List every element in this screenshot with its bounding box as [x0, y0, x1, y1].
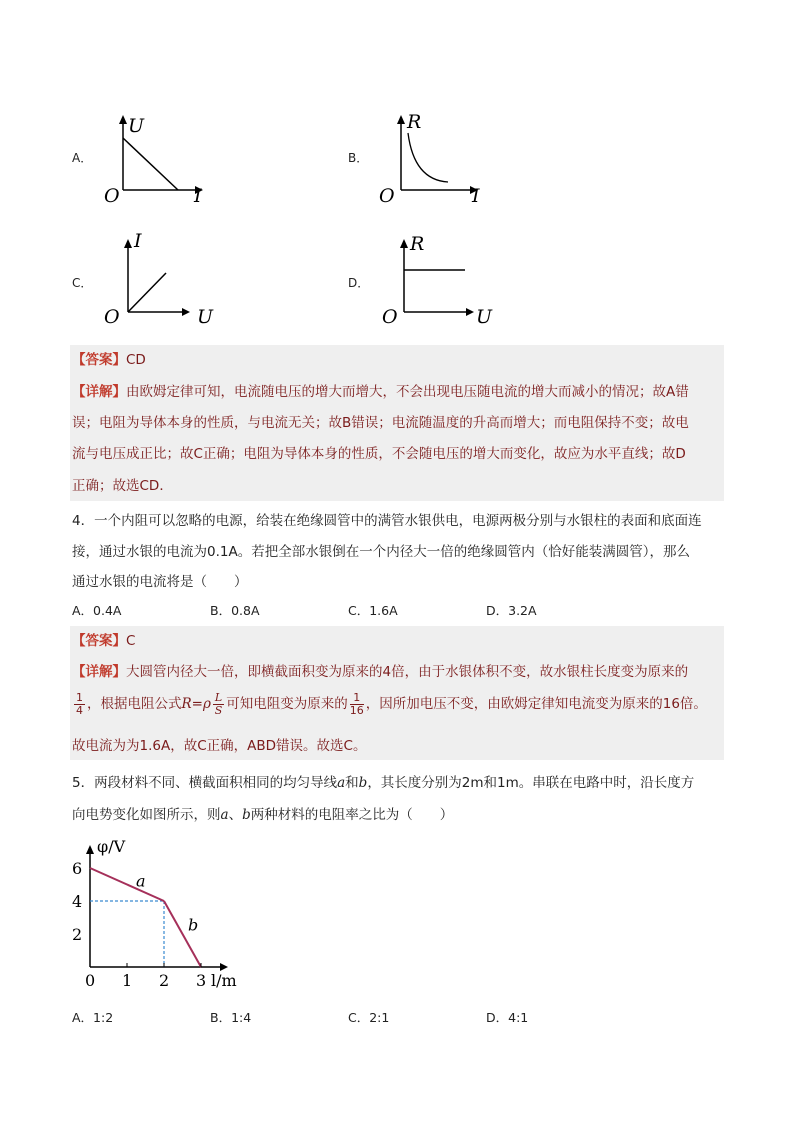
x-label: I	[194, 185, 202, 207]
y-tick-label: 2	[72, 925, 83, 944]
y-arrow	[119, 115, 127, 124]
formula-eq: =	[191, 696, 203, 712]
detail-line-2: 误；电阻为导体本身的性质，与电流无关；故B错误；电流随温度的升高而增大；而电阻保持不变；故电	[72, 415, 689, 431]
detail-text: ，因所加电压不变，由欧姆定律知电流变为原来的16倍。	[365, 696, 707, 712]
graph-d	[380, 228, 500, 333]
answer-value: C	[126, 633, 136, 649]
q5-text: ，其长度分别为2m和1m。串联在电路中时，沿长度方	[367, 775, 695, 791]
y-label: R	[410, 233, 425, 255]
y-arrow	[86, 845, 94, 854]
x-label: U	[197, 306, 214, 328]
q5-option-b: B．1:4	[210, 1010, 252, 1025]
numerator: 1	[76, 690, 83, 704]
series-a-line	[90, 868, 164, 901]
detail-line-2	[72, 688, 707, 720]
detail-tag: 【详解】	[72, 384, 126, 400]
option-d-label: D．	[348, 276, 370, 290]
detail-line-3: 故电流为为1.6A，故C正确，ABD错误。故选C。	[72, 738, 367, 754]
origin-label: O	[379, 185, 395, 207]
numerator: L	[214, 690, 223, 704]
fraction-1-16	[350, 692, 364, 717]
q5-text: 向电势变化如图所示，则	[72, 807, 221, 823]
x-arrow	[220, 963, 228, 971]
q5-option-c: C．2:1	[348, 1010, 390, 1025]
q4-option-b: B．0.8A	[210, 603, 260, 618]
y-tick-label: 6	[72, 859, 83, 878]
x-arrow	[182, 308, 190, 316]
curve	[128, 273, 166, 312]
detail-line-1	[72, 382, 689, 402]
q4-line-2: 接，通过水银的电流为0.1A。若把全部水银倒在一个内径大一倍的绝缘圆管内（恰好能装满圆管），那么	[72, 544, 690, 560]
answer-value: CD	[126, 352, 146, 368]
q5-option-a: A．1:2	[72, 1010, 114, 1025]
denominator: S	[214, 703, 223, 717]
x-axis-label: l/m	[211, 971, 237, 990]
y-arrow	[124, 239, 132, 248]
q5-text: 、	[228, 807, 243, 823]
x-label: U	[476, 306, 493, 328]
option-a-label: A．	[72, 151, 93, 165]
series-label-b: b	[188, 915, 199, 935]
y-axis-label: φ/V	[97, 837, 126, 856]
detail-line-3: 流与电压成正比；故C正确；电阻为导体本身的性质，不会随电压的增大而变化，故应为水平直线；故D	[72, 446, 686, 462]
graph-c	[100, 228, 220, 333]
origin-label: O	[382, 306, 398, 328]
detail-text: 可知电阻变为原来的	[226, 696, 348, 712]
var-b: b	[358, 775, 368, 791]
q4-option-c: C．1.6A	[348, 603, 398, 618]
origin-label: O	[104, 185, 120, 207]
numerator: 1	[350, 692, 364, 705]
fraction-l-s	[213, 692, 224, 717]
q5-line-1	[72, 771, 694, 791]
curve	[123, 138, 178, 190]
y-arrow	[397, 115, 405, 124]
q5-option-d: D．4:1	[486, 1010, 529, 1025]
x-label: I	[472, 185, 480, 207]
q4-line-1: 4．一个内阻可以忽略的电源，给装在绝缘圆管中的满管水银供电，电源两极分别与水银柱的表面和底面连	[72, 513, 702, 529]
graph-b	[376, 105, 496, 210]
formula-r: R	[181, 696, 192, 712]
x-tick-label: 2	[159, 971, 170, 990]
formula-rho: ρ	[202, 696, 211, 712]
answer-line	[72, 350, 146, 370]
var-a: a	[337, 775, 346, 791]
curve	[408, 133, 448, 182]
series-label-a: a	[136, 871, 146, 891]
y-tick-label: 4	[72, 892, 83, 911]
denominator: 16	[349, 703, 364, 717]
answer-line	[72, 631, 135, 651]
detail-text: 大圆管内径大一倍，即横截面积变为原来的4倍，由于水银体积不变，故水银柱长度变为原来的	[126, 664, 689, 680]
graph-a	[96, 105, 216, 210]
detail-line-4: 正确；故选CD．	[72, 478, 173, 494]
q4-option-a: A．0.4A	[72, 603, 122, 618]
detail-text: ，根据电阻公式	[87, 696, 182, 712]
y-label: R	[407, 111, 422, 133]
answer-block-q4	[70, 626, 724, 760]
q4-option-d: D．3.2A	[486, 603, 537, 618]
x-tick-label: 3	[196, 971, 207, 990]
x-tick-label: 1	[122, 971, 133, 990]
q4-line-3: 通过水银的电流将是（ ）	[72, 574, 248, 590]
y-label: U	[128, 115, 145, 137]
x-arrow	[466, 308, 474, 316]
var-a: a	[220, 807, 229, 823]
detail-tag: 【详解】	[72, 664, 126, 680]
option-b-label: B．	[348, 151, 369, 165]
y-label: I	[134, 230, 142, 252]
y-arrow	[400, 239, 408, 248]
q5-text: 两种材料的电阻率之比为（ ）	[250, 807, 454, 823]
option-c-label: C．	[72, 276, 93, 290]
answer-block-q3	[70, 345, 724, 501]
var-b: b	[242, 807, 251, 823]
answer-tag: 【答案】	[72, 633, 126, 649]
detail-text: 由欧姆定律可知，电流随电压的增大而增大，不会出现电压随电流的增大而减小的情况；故A错	[126, 384, 689, 400]
x-tick-label: 0	[85, 971, 96, 990]
q5-text: 5．两段材料不同、横截面积相同的均匀导线	[72, 775, 338, 791]
q5-line-2	[72, 803, 453, 823]
denominator: 4	[76, 703, 83, 717]
fraction-1-4	[74, 692, 85, 717]
potential-chart	[60, 835, 260, 995]
q5-text: 和	[345, 775, 359, 791]
answer-tag: 【答案】	[72, 352, 126, 368]
detail-line-1	[72, 662, 688, 682]
origin-label: O	[104, 306, 120, 328]
